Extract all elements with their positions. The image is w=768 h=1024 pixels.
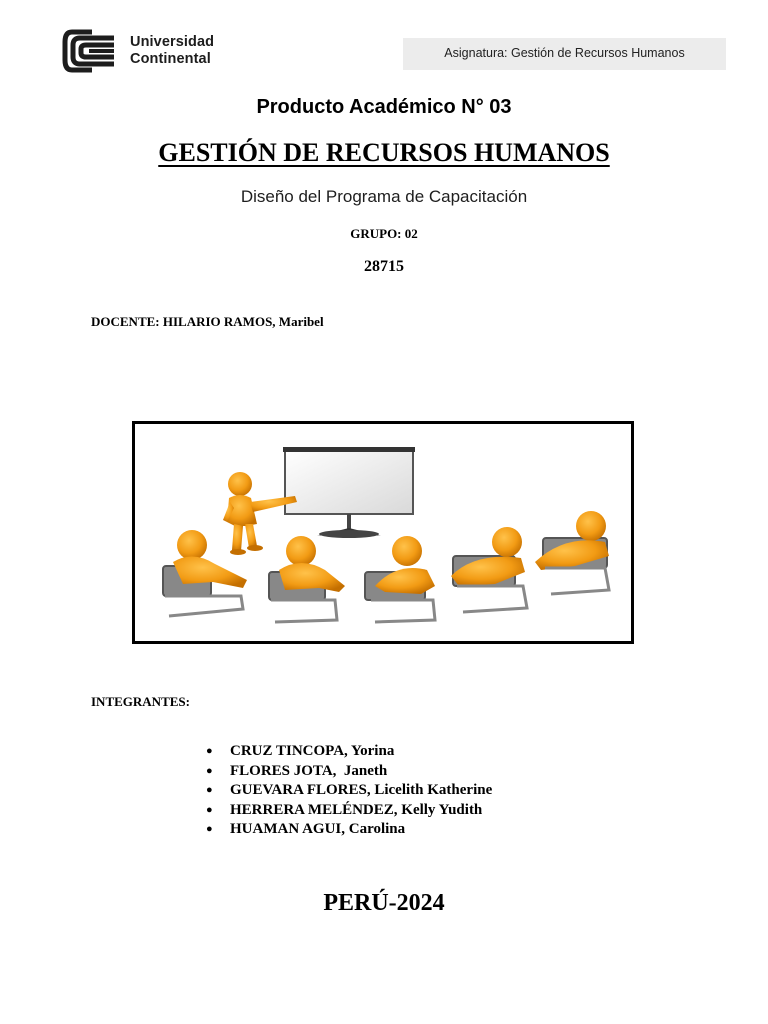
logo-text (130, 34, 214, 67)
list-item (206, 762, 492, 782)
bullet-icon: ● (206, 745, 213, 757)
training-presentation-icon (135, 424, 631, 641)
bullet-icon: ● (206, 764, 213, 777)
member-name: FLORES JOTA, Janeth (230, 762, 388, 779)
subject-text: Asignatura: Gestión de Recursos Humanos (444, 46, 685, 60)
course-code: 28715 (364, 258, 404, 275)
subtitle: Diseño del Programa de Capacitación (240, 187, 528, 206)
subject-banner (403, 38, 726, 70)
member-name: CRUZ TINCOPA, Yorina (230, 743, 395, 759)
list-item (206, 820, 492, 840)
university-logo-icon (62, 28, 122, 74)
bullet-icon: ● (206, 784, 213, 797)
member-name: HERRERA MELÉNDEZ, Kelly Yudith (230, 801, 483, 818)
list-item (206, 742, 492, 762)
member-name: GUEVARA FLORES, Licelith Katherine (230, 782, 493, 799)
members-list (206, 742, 492, 840)
training-illustration (132, 421, 634, 644)
university-logo (62, 28, 232, 74)
product-title: Producto Académico N° 03 (256, 96, 512, 118)
logo-line-1: Universidad (130, 34, 215, 50)
footer-country-year: PERÚ-2024 (323, 890, 445, 916)
logo-line-2: Continental (130, 50, 211, 67)
seated-figure-3 (365, 536, 435, 622)
teacher-label: DOCENTE: HILARIO RAMOS, Maribel (91, 314, 324, 329)
whiteboard (283, 447, 415, 538)
list-item (206, 801, 492, 821)
member-name: HUAMAN AGUI, Carolina (230, 821, 406, 838)
seated-figure-4 (451, 527, 527, 612)
main-title (0, 138, 768, 168)
main-title-text: GESTIÓN DE RECURSOS HUMANOS (158, 138, 610, 167)
members-label: INTEGRANTES: (91, 694, 190, 709)
bullet-icon: ● (206, 803, 213, 816)
list-item (206, 781, 492, 801)
bullet-icon: ● (206, 823, 213, 836)
group-label: GRUPO: 02 (350, 226, 418, 241)
seated-figure-5 (535, 511, 609, 594)
seated-figure-2 (269, 536, 345, 622)
